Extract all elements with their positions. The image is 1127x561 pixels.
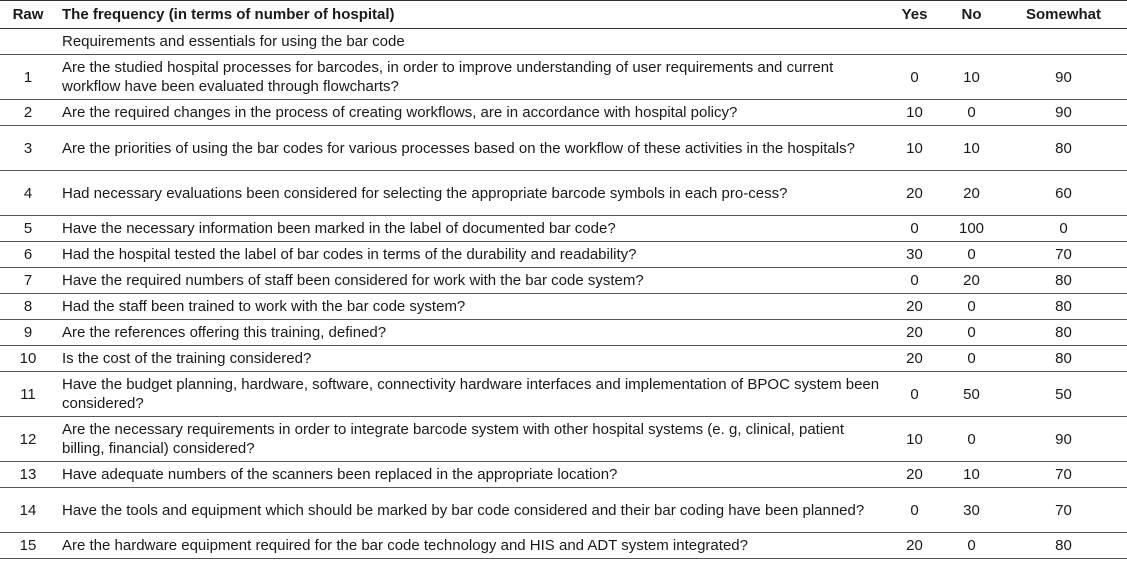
- row-question: Had necessary evaluations been considered for selecting the appropriate barcode symbols in each pro-cess?: [56, 171, 886, 216]
- row-somewhat: 50: [1000, 372, 1127, 417]
- row-raw: 12: [0, 417, 56, 462]
- table-row: [0, 171, 1127, 216]
- row-question: Are the required changes in the process of creating workflows, are in accordance with hospital policy?: [56, 100, 886, 126]
- table-row: [0, 372, 1127, 417]
- row-yes: 0: [886, 372, 943, 417]
- row-yes: 0: [886, 488, 943, 533]
- row-question: Have the required numbers of staff been considered for work with the bar code system?: [56, 268, 886, 294]
- row-no: 0: [943, 533, 1000, 559]
- row-no: 0: [943, 100, 1000, 126]
- row-question: Are the necessary requirements in order to integrate barcode system with other hospital systems (e. g, clinical, patient billing, financial) considered?: [56, 417, 886, 462]
- row-question: Are the references offering this training, defined?: [56, 320, 886, 346]
- row-question: Have the tools and equipment which should be marked by bar code considered and their bar coding have been planned?: [56, 488, 886, 533]
- row-no: 10: [943, 462, 1000, 488]
- row-question: Had the hospital tested the label of bar codes in terms of the durability and readability?: [56, 242, 886, 268]
- row-somewhat: 90: [1000, 100, 1127, 126]
- row-raw: 15: [0, 533, 56, 559]
- row-somewhat: 0: [1000, 216, 1127, 242]
- row-yes: 20: [886, 346, 943, 372]
- table-row: [0, 242, 1127, 268]
- row-yes: 20: [886, 462, 943, 488]
- row-yes: 20: [886, 533, 943, 559]
- row-somewhat: 80: [1000, 268, 1127, 294]
- row-no: 50: [943, 372, 1000, 417]
- section-title: Requirements and essentials for using the bar code: [56, 29, 886, 55]
- row-somewhat: 80: [1000, 294, 1127, 320]
- section-empty-somewhat: [1000, 29, 1127, 55]
- table-row: [0, 488, 1127, 533]
- row-raw: 2: [0, 100, 56, 126]
- section-row: [0, 29, 1127, 55]
- row-question: Are the studied hospital processes for barcodes, in order to improve understanding of user requirements and current workflow have been evaluated through flowcharts?: [56, 55, 886, 100]
- row-raw: 5: [0, 216, 56, 242]
- section-raw-cell: [0, 29, 56, 55]
- row-no: 20: [943, 268, 1000, 294]
- row-somewhat: 70: [1000, 242, 1127, 268]
- row-no: 0: [943, 346, 1000, 372]
- table-row: [0, 533, 1127, 559]
- row-no: 20: [943, 171, 1000, 216]
- header-no: No: [943, 1, 1000, 29]
- row-question: Are the priorities of using the bar codes for various processes based on the workflow of these activities in the hospitals?: [56, 126, 886, 171]
- row-yes: 0: [886, 268, 943, 294]
- row-yes: 0: [886, 216, 943, 242]
- row-somewhat: 80: [1000, 320, 1127, 346]
- row-no: 100: [943, 216, 1000, 242]
- row-yes: 10: [886, 100, 943, 126]
- table-row: [0, 55, 1127, 100]
- row-raw: 1: [0, 55, 56, 100]
- row-raw: 11: [0, 372, 56, 417]
- header-raw: Raw: [0, 1, 56, 29]
- row-yes: 20: [886, 171, 943, 216]
- row-question: Is the cost of the training considered?: [56, 346, 886, 372]
- row-somewhat: 70: [1000, 462, 1127, 488]
- row-yes: 30: [886, 242, 943, 268]
- row-somewhat: 80: [1000, 533, 1127, 559]
- row-no: 0: [943, 417, 1000, 462]
- header-yes: Yes: [886, 1, 943, 29]
- row-yes: 20: [886, 294, 943, 320]
- row-somewhat: 90: [1000, 55, 1127, 100]
- table-row: [0, 216, 1127, 242]
- row-yes: 10: [886, 417, 943, 462]
- row-somewhat: 80: [1000, 346, 1127, 372]
- row-no: 0: [943, 320, 1000, 346]
- row-raw: 10: [0, 346, 56, 372]
- row-no: 10: [943, 126, 1000, 171]
- row-raw: 13: [0, 462, 56, 488]
- section-empty-yes: [886, 29, 943, 55]
- row-raw: 4: [0, 171, 56, 216]
- row-somewhat: 60: [1000, 171, 1127, 216]
- row-no: 0: [943, 242, 1000, 268]
- row-question: Have the necessary information been marked in the label of documented bar code?: [56, 216, 886, 242]
- row-no: 0: [943, 294, 1000, 320]
- row-yes: 10: [886, 126, 943, 171]
- header-row: [0, 1, 1127, 29]
- table-row: [0, 294, 1127, 320]
- row-raw: 8: [0, 294, 56, 320]
- table-row: [0, 417, 1127, 462]
- row-question: Have adequate numbers of the scanners been replaced in the appropriate location?: [56, 462, 886, 488]
- table-row: [0, 320, 1127, 346]
- row-question: Are the hardware equipment required for the bar code technology and HIS and ADT system integrated?: [56, 533, 886, 559]
- row-raw: 6: [0, 242, 56, 268]
- header-somewhat: Somewhat: [1000, 1, 1127, 29]
- row-raw: 9: [0, 320, 56, 346]
- table-row: [0, 346, 1127, 372]
- row-question: Have the budget planning, hardware, software, connectivity hardware interfaces and implementation of BPOC system been considered?: [56, 372, 886, 417]
- row-raw: 14: [0, 488, 56, 533]
- table-row: [0, 268, 1127, 294]
- row-raw: 7: [0, 268, 56, 294]
- row-question: Had the staff been trained to work with the bar code system?: [56, 294, 886, 320]
- row-somewhat: 80: [1000, 126, 1127, 171]
- row-no: 30: [943, 488, 1000, 533]
- row-yes: 20: [886, 320, 943, 346]
- row-somewhat: 70: [1000, 488, 1127, 533]
- section-empty-no: [943, 29, 1000, 55]
- header-question: The frequency (in terms of number of hospital): [56, 1, 886, 29]
- row-yes: 0: [886, 55, 943, 100]
- row-raw: 3: [0, 126, 56, 171]
- row-somewhat: 90: [1000, 417, 1127, 462]
- table-row: [0, 100, 1127, 126]
- table-row: [0, 462, 1127, 488]
- row-no: 10: [943, 55, 1000, 100]
- table-row: [0, 126, 1127, 171]
